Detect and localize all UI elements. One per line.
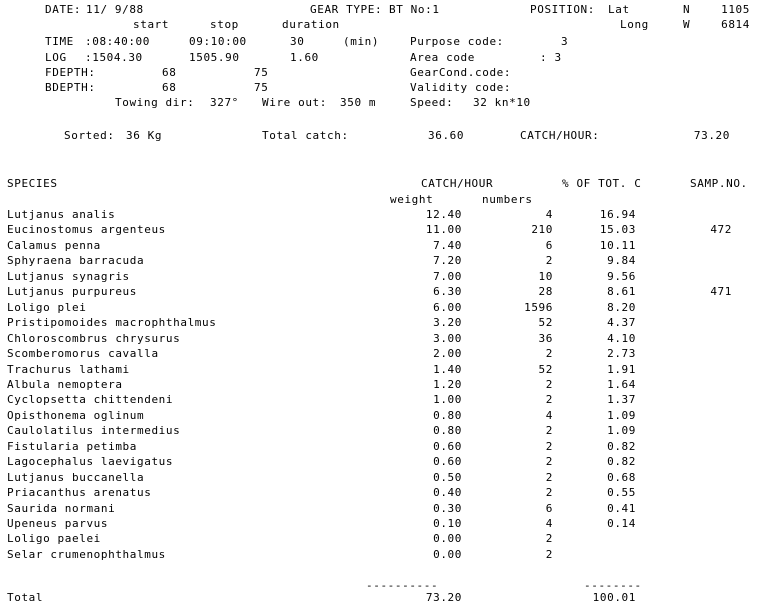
pct-value: 0.82 — [607, 440, 636, 453]
purpose-code-label: Purpose code: — [410, 35, 504, 48]
numbers-value: 6 — [545, 239, 553, 252]
species-column-header: SPECIES — [7, 177, 58, 190]
purpose-code-value: 3 — [561, 35, 569, 48]
weight-value: 1.00 — [433, 393, 462, 406]
total-label: Total — [7, 591, 44, 604]
weight-value: 0.00 — [433, 532, 462, 545]
weight-value: 0.80 — [433, 424, 462, 437]
log-stop: 1505.90 — [189, 51, 240, 64]
weight-value: 1.40 — [433, 363, 462, 376]
numbers-value: 36 — [538, 332, 553, 345]
species-name: Selar crumenophthalmus — [7, 548, 166, 561]
species-name: Sphyraena barracuda — [7, 254, 145, 267]
validity-code-label: Validity code: — [410, 81, 512, 94]
numbers-value: 4 — [545, 517, 553, 530]
pct-value: 0.14 — [607, 517, 636, 530]
sample-number-value: 471 — [710, 285, 732, 298]
area-code-value: : 3 — [540, 51, 562, 64]
pct-value: 9.84 — [607, 254, 636, 267]
weight-value: 7.20 — [433, 254, 462, 267]
numbers-value: 2 — [545, 548, 553, 561]
numbers-value: 2 — [545, 254, 553, 267]
pct-value: 1.91 — [607, 363, 636, 376]
species-name: Scomberomorus cavalla — [7, 347, 159, 360]
species-name: Eucinostomus argenteus — [7, 223, 166, 236]
time-start: :08:40:00 — [85, 35, 151, 48]
pct-value: 1.09 — [607, 424, 636, 437]
weight-value: 0.30 — [433, 502, 462, 515]
pct-value: 15.03 — [599, 223, 636, 236]
col-start-label: start — [133, 18, 170, 31]
sample-number-value: 472 — [710, 223, 732, 236]
sample-number-column-header: SAMP.NO. — [690, 177, 748, 190]
weight-value: 2.00 — [433, 347, 462, 360]
numbers-value: 28 — [538, 285, 553, 298]
towing-dir-value: 327° — [210, 96, 239, 109]
numbers-value: 2 — [545, 455, 553, 468]
weight-value: 0.50 — [433, 471, 462, 484]
pct-value: 16.94 — [599, 208, 636, 221]
total-pct-value: 100.01 — [592, 591, 636, 604]
numbers-value: 1596 — [524, 301, 553, 314]
sorted-value: 36 Kg — [126, 129, 163, 142]
numbers-value: 4 — [545, 409, 553, 422]
total-weight-value: 73.20 — [425, 591, 462, 604]
lat-value: 1105 — [721, 3, 750, 16]
long-label: Long — [620, 18, 649, 31]
catch-per-hour-label: CATCH/HOUR: — [520, 129, 600, 142]
area-code-label: Area code — [410, 51, 476, 64]
col-stop-label: stop — [210, 18, 239, 31]
species-name: Priacanthus arenatus — [7, 486, 152, 499]
col-duration-label: duration — [282, 18, 340, 31]
position-label: POSITION: — [530, 3, 596, 16]
pct-value: 8.61 — [607, 285, 636, 298]
numbers-value: 2 — [545, 347, 553, 360]
numbers-value: 2 — [545, 424, 553, 437]
weight-value: 0.60 — [433, 455, 462, 468]
catch-per-hour-value: 73.20 — [693, 129, 730, 142]
species-name: Fistularia petimba — [7, 440, 138, 453]
log-label: LOG — [45, 51, 67, 64]
species-name: Cyclopsetta chittendeni — [7, 393, 174, 406]
lat-hemisphere: N — [683, 3, 691, 16]
species-name: Trachurus lathami — [7, 363, 130, 376]
bdepth-label: BDEPTH: — [45, 81, 96, 94]
species-name: Lagocephalus laevigatus — [7, 455, 174, 468]
weight-value: 1.20 — [433, 378, 462, 391]
pct-value: 0.82 — [607, 455, 636, 468]
species-name: Caulolatilus intermedius — [7, 424, 181, 437]
pct-value: 9.56 — [607, 270, 636, 283]
total-catch-label: Total catch: — [262, 129, 349, 142]
weight-value: 6.30 — [433, 285, 462, 298]
numbers-subheader: numbers — [482, 193, 533, 206]
species-name: Saurida normani — [7, 502, 116, 515]
sorted-label: Sorted: — [64, 129, 115, 142]
species-name: Loligo plei — [7, 301, 87, 314]
pct-total-rule: -------- — [584, 579, 642, 592]
weight-value: 7.40 — [433, 239, 462, 252]
catch-per-hour-column-header: CATCH/HOUR — [421, 177, 494, 190]
numbers-value: 210 — [531, 223, 553, 236]
species-name: Albula nemoptera — [7, 378, 123, 391]
pct-value: 1.37 — [607, 393, 636, 406]
weight-value: 0.10 — [433, 517, 462, 530]
time-duration: 30 — [290, 35, 305, 48]
fdepth-stop: 75 — [254, 66, 269, 79]
fdepth-start: 68 — [162, 66, 177, 79]
numbers-value: 2 — [545, 440, 553, 453]
pct-value: 10.11 — [599, 239, 636, 252]
pct-value: 8.20 — [607, 301, 636, 314]
pct-total-column-header: % OF TOT. C — [562, 177, 642, 190]
numbers-value: 2 — [545, 471, 553, 484]
species-name: Opisthonema oglinum — [7, 409, 145, 422]
numbers-value: 10 — [538, 270, 553, 283]
species-name: Chloroscombrus chrysurus — [7, 332, 181, 345]
numbers-value: 52 — [538, 363, 553, 376]
weight-value: 0.80 — [433, 409, 462, 422]
time-unit: (min) — [343, 35, 380, 48]
pct-value: 1.64 — [607, 378, 636, 391]
pct-value: 0.55 — [607, 486, 636, 499]
numbers-value: 2 — [545, 486, 553, 499]
fdepth-label: FDEPTH: — [45, 66, 96, 79]
species-name: Upeneus parvus — [7, 517, 109, 530]
gear-type-label: GEAR TYPE: — [310, 3, 383, 16]
pct-value: 4.37 — [607, 316, 636, 329]
numbers-value: 2 — [545, 393, 553, 406]
pct-value: 1.09 — [607, 409, 636, 422]
date-value: 11/ 9/88 — [86, 3, 144, 16]
numbers-value: 2 — [545, 378, 553, 391]
time-stop: 09:10:00 — [189, 35, 247, 48]
weight-value: 7.00 — [433, 270, 462, 283]
towing-dir-label: Towing dir: — [115, 96, 195, 109]
time-label: TIME — [45, 35, 74, 48]
species-name: Lutjanus synagris — [7, 270, 130, 283]
numbers-value: 6 — [545, 502, 553, 515]
weight-subheader: weight — [390, 193, 434, 206]
bdepth-stop: 75 — [254, 81, 269, 94]
species-name: Loligo paelei — [7, 532, 101, 545]
pct-value: 0.41 — [607, 502, 636, 515]
speed-label: Speed: — [410, 96, 454, 109]
pct-value: 0.68 — [607, 471, 636, 484]
numbers-value: 4 — [545, 208, 553, 221]
species-name: Lutjanus buccanella — [7, 471, 145, 484]
species-name: Lutjanus analis — [7, 208, 116, 221]
gear-type-value: BT No:1 — [389, 3, 440, 16]
species-name: Lutjanus purpureus — [7, 285, 138, 298]
wire-out-label: Wire out: — [262, 96, 328, 109]
total-catch-value: 36.60 — [428, 129, 465, 142]
pct-value: 2.73 — [607, 347, 636, 360]
log-start: :1504.30 — [85, 51, 143, 64]
lat-label: Lat — [608, 3, 630, 16]
speed-value: 32 kn*10 — [473, 96, 531, 109]
numbers-value: 52 — [538, 316, 553, 329]
long-hemisphere: W — [683, 18, 691, 31]
species-name: Calamus penna — [7, 239, 101, 252]
weight-value: 0.60 — [433, 440, 462, 453]
pct-value: 4.10 — [607, 332, 636, 345]
weight-value: 3.00 — [433, 332, 462, 345]
long-value: 6814 — [721, 18, 750, 31]
weight-value: 0.40 — [433, 486, 462, 499]
numbers-value: 2 — [545, 532, 553, 545]
bdepth-start: 68 — [162, 81, 177, 94]
wire-out-value: 350 m — [340, 96, 377, 109]
gearcond-code-label: GearCond.code: — [410, 66, 512, 79]
weight-value: 11.00 — [425, 223, 462, 236]
species-name: Pristipomoides macrophthalmus — [7, 316, 217, 329]
weight-total-rule: ---------- — [366, 579, 439, 592]
weight-value: 6.00 — [433, 301, 462, 314]
weight-value: 12.40 — [425, 208, 462, 221]
weight-value: 3.20 — [433, 316, 462, 329]
weight-value: 0.00 — [433, 548, 462, 561]
date-label: DATE: — [45, 3, 82, 16]
log-duration: 1.60 — [290, 51, 319, 64]
